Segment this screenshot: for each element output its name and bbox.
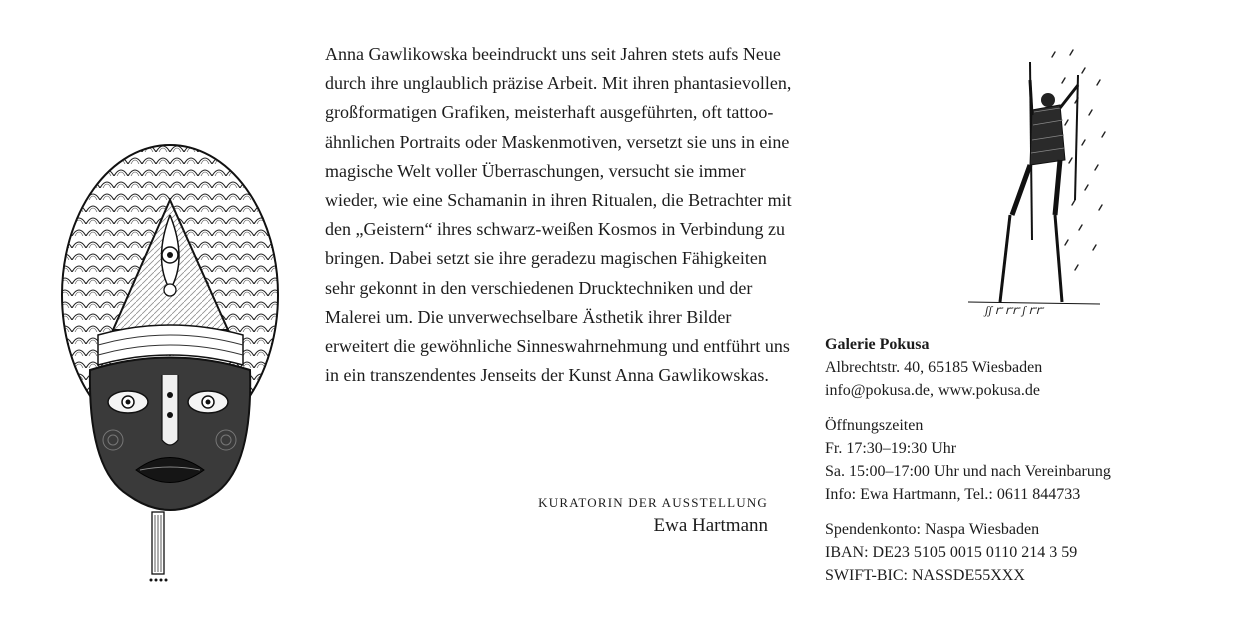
bank-bic: SWIFT-BIC: NASSDE55XXX — [825, 567, 1025, 584]
curator-signature — [460, 494, 768, 539]
ground-scribble: ʃʃ ꭈ ꭈꭈ ʃ ꭈꭈ — [985, 303, 1043, 317]
bank-account: Spendenkonto: Naspa Wiesbaden — [825, 521, 1040, 538]
gallery-address: Albrechtstr. 40, 65185 Wiesbaden — [825, 359, 1043, 376]
gallery-name: Galerie Pokusa — [825, 336, 930, 353]
stilt-walker-illustration — [960, 40, 1110, 320]
gallery-contact: info@pokusa.de, www.pokusa.de — [825, 382, 1040, 399]
hours-info: Info: Ewa Hartmann, Tel.: 0611 844733 — [825, 486, 1081, 503]
signature-name: Ewa Hartmann — [653, 515, 768, 536]
gallery-address-block — [825, 333, 1225, 402]
bank-iban: IBAN: DE23 5105 0015 0110 214 3 59 — [825, 544, 1078, 561]
signature-role: KURATORIN DER AUSSTELLUNG — [538, 495, 768, 510]
gallery-info — [825, 333, 1225, 599]
essay-text: Anna Gawlikowska beeindruckt uns seit Jahren stets aufs Neue durch ihre unglaublich präzise Arbeit. Mit ihren phantasievollen, großformatigen Grafiken, meisterhaft ausgeführten, oft tattoo-ähnlichen Portraits oder Maskenmotiven, versetzt sie uns in eine magische Welt voller Überraschungen, versucht sie immer wieder, wie eine Schamanin in ihren Ritualen, die Betrachter mit den „Geistern“ ihres schwarz-weißen Kosmos in Verbindung zu bringen. Dabei setzt sie ihre geradezu magischen Fähigkeiten sehr gekonnt in den verschiedenen Drucktechniken und der Malerei um. Die unverwechselbare Ästhetik ihrer Bilder erweitert die gewöhnliche Sinneswahrnehmung und entführt uns in ein transzendentes Jenseits der Kunst Anna Gawlikowskas. — [325, 44, 792, 386]
mask-illustration — [58, 140, 286, 585]
curator-essay — [325, 40, 795, 390]
hours-heading: Öffnungszeiten — [825, 417, 924, 434]
hours-saturday: Sa. 15:00–17:00 Uhr und nach Vereinbarung — [825, 463, 1111, 480]
opening-hours-block — [825, 414, 1225, 506]
hours-friday: Fr. 17:30–19:30 Uhr — [825, 440, 957, 457]
bank-block — [825, 518, 1225, 587]
